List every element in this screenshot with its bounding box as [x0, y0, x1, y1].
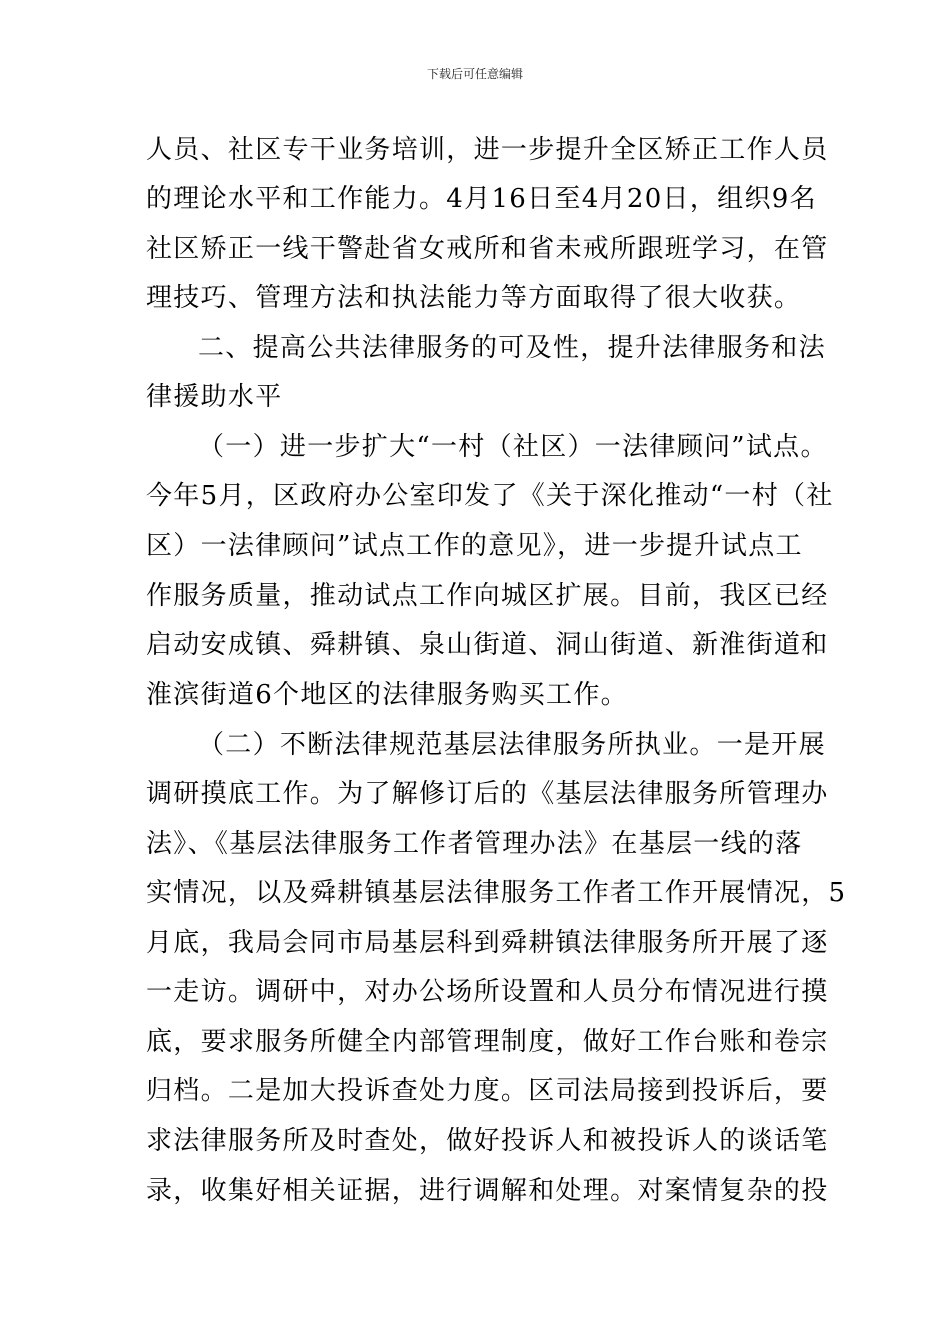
page-header: 下载后可任意编辑: [426, 67, 523, 81]
body-line: 理技巧、管理方法和执法能力等方面取得了很大收获。: [146, 283, 802, 313]
body-line: 今年5月，区政府办公室印发了《关于深化推动“一村（社: [146, 481, 834, 511]
body-line: 底，要求服务所健全内部管理制度，做好工作台账和卷宗: [146, 1027, 829, 1057]
subheading-line: （一）进一步扩大“一村（社区）一法律顾问”试点。: [198, 432, 828, 462]
body-line: 启动安成镇、舜耕镇、泉山街道、洞山街道、新淮街道和: [146, 630, 829, 660]
body-line: 的理论水平和工作能力。4月16日至4月20日，组织9名: [146, 184, 817, 214]
body-line: 求法律服务所及时查处，做好投诉人和被投诉人的谈话笔: [146, 1126, 829, 1156]
body-line: 淮滨街道6个地区的法律服务购买工作。: [146, 680, 628, 710]
subheading-line: （二）不断法律规范基层法律服务所执业。一是开展: [198, 730, 826, 760]
section-heading-line: 律援助水平: [146, 382, 283, 412]
body-line: 录，收集好相关证据，进行调解和处理。对案情复杂的投: [146, 1176, 829, 1206]
body-line: 一走访。调研中，对办公场所设置和人员分布情况进行摸: [146, 977, 829, 1007]
section-heading-line: 二、提高公共法律服务的可及性，提升法律服务和法: [198, 333, 826, 363]
body-line: 月底，我局会同市局基层科到舜耕镇法律服务所开展了逐: [146, 928, 829, 958]
body-line: 人员、社区专干业务培训，进一步提升全区矫正工作人员: [146, 135, 829, 165]
body-line: 归档。二是加大投诉查处力度。区司法局接到投诉后，要: [146, 1076, 829, 1106]
body-line: 法》、《基层法律服务工作者管理办法》在基层一线的落: [146, 829, 803, 859]
body-line: 社区矫正一线干警赴省女戒所和省未戒所跟班学习，在管: [146, 234, 829, 264]
body-line: 实情况，以及舜耕镇基层法律服务工作者工作开展情况，5: [146, 878, 847, 908]
body-line: 区）一法律顾问”试点工作的意见》，进一步提升试点工: [146, 531, 803, 561]
body-line: 作服务质量，推动试点工作向城区扩展。目前，我区已经: [146, 581, 829, 611]
body-line: 调研摸底工作。为了解修订后的《基层法律服务所管理办: [146, 779, 829, 809]
